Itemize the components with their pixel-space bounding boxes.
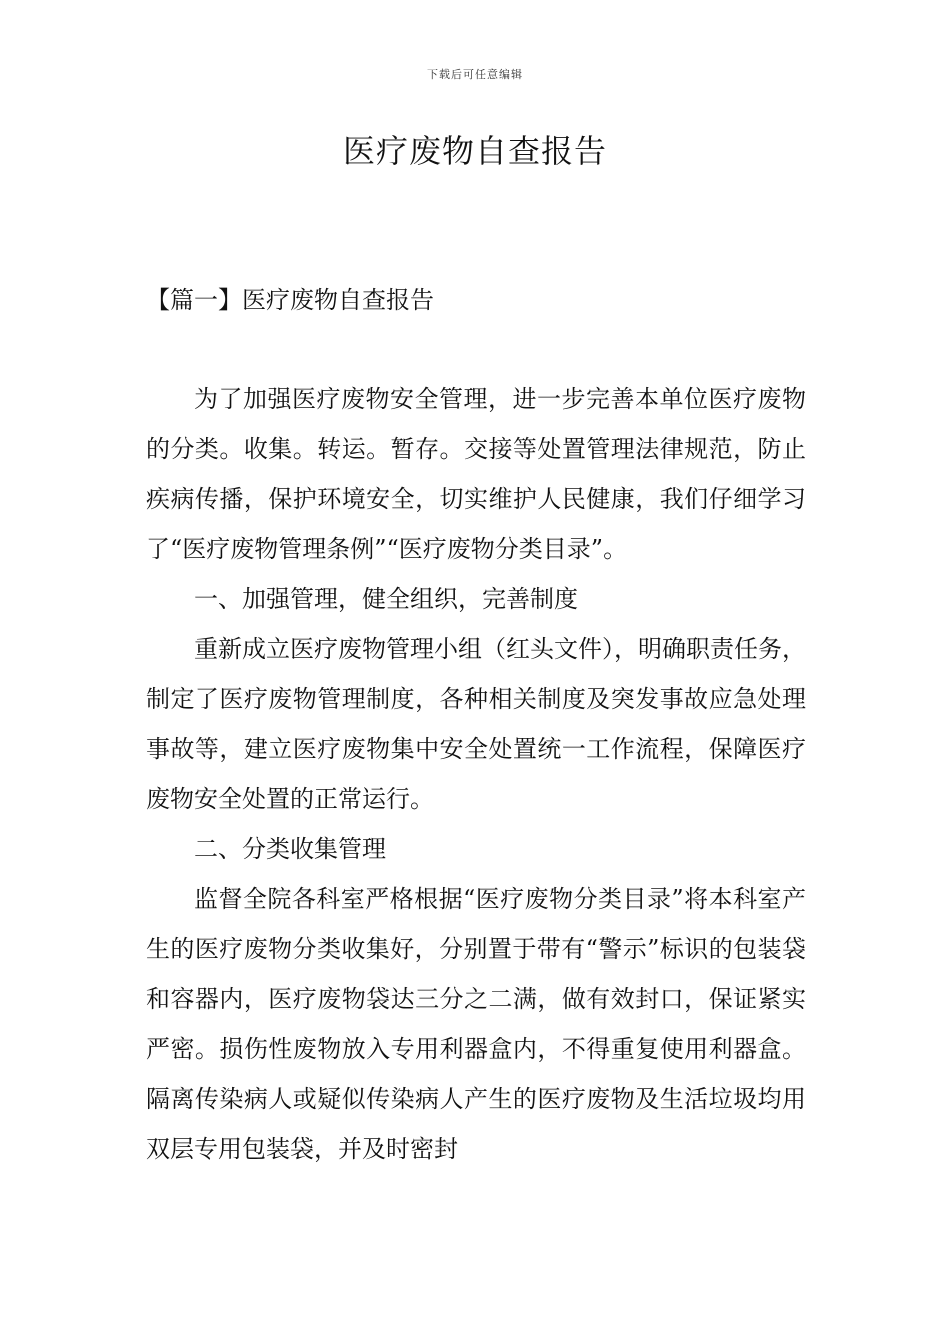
section-title: 【篇一】医疗废物自查报告 xyxy=(146,286,434,314)
heading-classification: 二、分类收集管理 xyxy=(194,835,386,863)
paragraph-classification: 监督全院各科室严格根据“医疗废物分类目录”将本科室产生的医疗废物分类收集好，分别置于带有“警示”标识的包装袋和容器内，医疗废物袋达三分之二满，做有效封口，保证紧实严密。损伤性废物放入专用利器盒内，不得重复使用利器盒。隔离传染病人或疑似传染病人产生的医疗废物及生活垃圾均用双层专用包装袋，并及时密封 xyxy=(146,885,806,1163)
paragraph-management: 重新成立医疗废物管理小组（红头文件），明确职责任务，制定了医疗废物管理制度，各种相关制度及突发事故应急处理事故等，建立医疗废物集中安全处置统一工作流程，保障医疗废物安全处置的正常运行。 xyxy=(146,635,806,813)
document-title: 医疗废物自查报告 xyxy=(342,132,607,170)
heading-management: 一、加强管理，健全组织，完善制度 xyxy=(194,585,578,613)
document-body xyxy=(146,374,806,1174)
page-header-note: 下载后可任意编辑 xyxy=(427,68,523,81)
paragraph-intro: 为了加强医疗废物安全管理，进一步完善本单位医疗废物的分类。收集。转运。暂存。交接等处置管理法律规范，防止疾病传播，保护环境安全，切实维护人民健康，我们仔细学习了“医疗废物管理条例”“医疗废物分类目录”。 xyxy=(146,385,806,563)
